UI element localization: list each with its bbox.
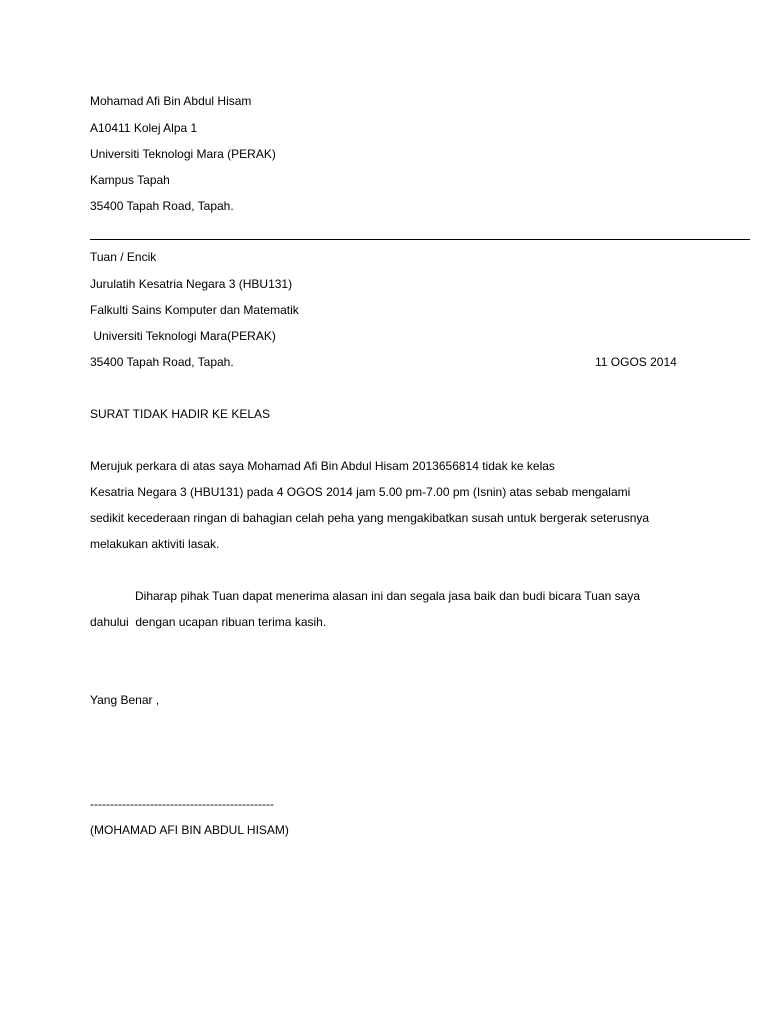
recipient-line-4: 35400 Tapah Road, Tapah. xyxy=(90,355,234,369)
recipient-line-3: Universiti Teknologi Mara(PERAK) xyxy=(90,329,276,343)
signature-name: (MOHAMAD AFI BIN ABDUL HISAM) xyxy=(90,823,289,837)
sender-address-line-1: A10411 Kolej Alpa 1 xyxy=(90,121,198,135)
body-paragraph-1-line-1: Merujuk perkara di atas saya Mohamad Afi Bin Abdul Hisam 2013656814 tidak ke kelas xyxy=(90,459,555,473)
body-paragraph-1-line-3: sedikit kecederaan ringan di bahagian celah peha yang mengakibatkan susah untuk bergerak seterusnya xyxy=(90,511,650,525)
recipient-line-1: Jurulatih Kesatria Negara 3 (HBU131) xyxy=(90,277,293,291)
signature-dashed-line: ---------------------------------------------- xyxy=(90,797,274,811)
letter-subject: SURAT TIDAK HADIR KE KELAS xyxy=(90,407,271,421)
sender-name: Mohamad Afi Bin Abdul Hisam xyxy=(90,94,252,108)
letter-date: 11 OGOS 2014 xyxy=(595,355,677,369)
sender-address-line-3: Kampus Tapah xyxy=(90,173,170,187)
recipient-salutation: Tuan / Encik xyxy=(90,250,157,264)
recipient-line-2: Falkulti Sains Komputer dan Matematik xyxy=(90,303,299,317)
body-paragraph-1-line-2: Kesatria Negara 3 (HBU131) pada 4 OGOS 2014 jam 5.00 pm-7.00 pm (Isnin) atas sebab mengalami xyxy=(90,485,631,499)
body-paragraph-2-line-2: dahului dengan ucapan ribuan terima kasih. xyxy=(90,615,327,629)
body-paragraph-2-line-1: Diharap pihak Tuan dapat menerima alasan ini dan segala jasa baik dan budi bicara Tuan saya xyxy=(135,589,640,603)
sender-address-line-4: 35400 Tapah Road, Tapah. xyxy=(90,199,234,213)
body-paragraph-1-line-4: melakukan aktiviti lasak. xyxy=(90,537,220,551)
sender-address-line-2: Universiti Teknologi Mara (PERAK) xyxy=(90,147,276,161)
separator-line xyxy=(90,239,750,240)
closing-text: Yang Benar , xyxy=(90,693,160,707)
